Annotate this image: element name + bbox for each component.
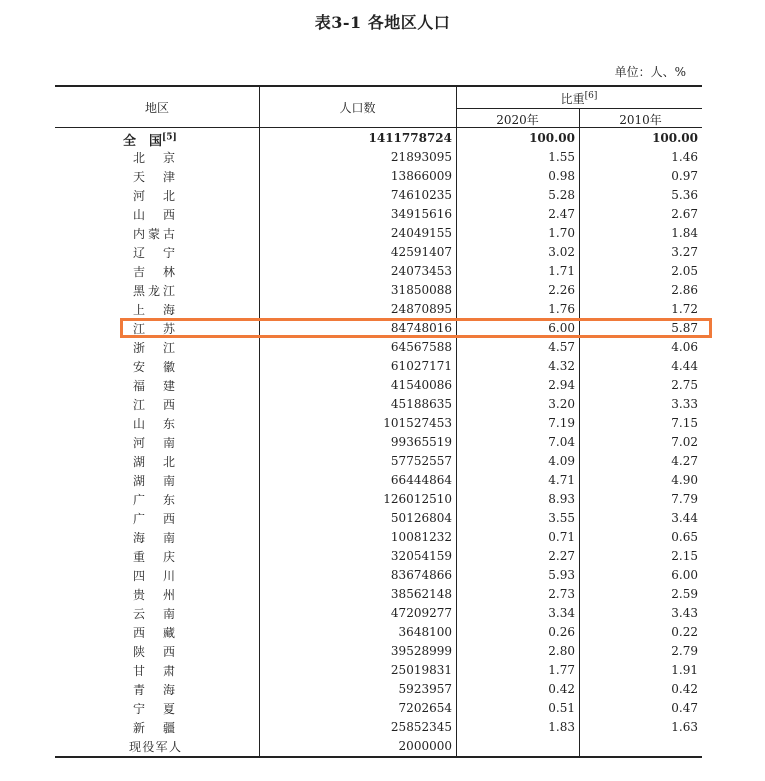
ratio-2010-value: 1.63 (671, 720, 698, 734)
ratio-2020-value: 2.94 (548, 378, 575, 392)
ratio-2020-value: 1.55 (548, 150, 575, 164)
ratio-2020-value: 8.93 (548, 492, 575, 506)
ratio-2010-value: 2.79 (671, 644, 698, 658)
table-row (55, 584, 702, 603)
table-row (55, 717, 702, 736)
ratio-2020-value: 4.71 (548, 473, 575, 487)
table-row (55, 679, 702, 698)
ratio-2020-value: 2.47 (548, 207, 575, 221)
region-name: 河北 (133, 189, 175, 203)
table-row (55, 337, 702, 356)
ratio-2010-value: 1.46 (671, 150, 698, 164)
region-name: 贵州 (133, 588, 175, 602)
region-name: 广西 (133, 512, 175, 526)
ratio-2010-value: 2.75 (671, 378, 698, 392)
population-value: 64567588 (390, 340, 452, 354)
ratio-2010-value: 1.72 (671, 302, 698, 316)
region-name: 湖北 (133, 455, 175, 469)
total-ratio-2020: 100.00 (529, 131, 575, 145)
region-name: 四川 (133, 569, 175, 583)
ratio-2020-value: 4.09 (548, 454, 575, 468)
table-row (55, 242, 702, 261)
population-value: 126012510 (383, 492, 452, 506)
population-value: 31850088 (390, 283, 452, 297)
region-name: 重庆 (133, 550, 175, 564)
population-value: 57752557 (390, 454, 452, 468)
region-name: 天津 (133, 170, 175, 184)
population-value: 61027171 (390, 359, 452, 373)
ratio-2020-value: 4.57 (548, 340, 575, 354)
region-name: 广东 (133, 493, 175, 507)
ratio-2010-value: 0.47 (671, 701, 698, 715)
column-header-2020: 2020年 (496, 113, 539, 127)
table-row (55, 489, 702, 508)
region-rows (55, 147, 702, 755)
table-row (55, 299, 702, 318)
column-header-region: 地区 (144, 101, 169, 115)
ratio-2010-value: 0.65 (671, 530, 698, 544)
population-value: 41540086 (390, 378, 452, 392)
population-value: 74610235 (390, 188, 452, 202)
population-value: 101527453 (383, 416, 452, 430)
population-value: 32054159 (390, 549, 452, 563)
population-value: 10081232 (390, 530, 452, 544)
region-name: 甘肃 (133, 664, 175, 678)
table-bottom-rule (55, 756, 702, 758)
population-value: 24870895 (390, 302, 452, 316)
population-value: 66444864 (390, 473, 452, 487)
ratio-2010-value: 2.05 (671, 264, 698, 278)
table-row (55, 736, 702, 755)
table-row (55, 204, 702, 223)
table-row (55, 356, 702, 375)
region-name: 辽宁 (133, 246, 175, 260)
ratio-2020-value: 7.04 (548, 435, 575, 449)
ratio-2020-value: 0.42 (548, 682, 575, 696)
population-value: 24049155 (390, 226, 452, 240)
region-name: 上海 (133, 303, 175, 317)
table-row (55, 603, 702, 622)
ratio-2020-value: 3.34 (548, 606, 575, 620)
ratio-2020-value: 2.73 (548, 587, 575, 601)
ratio-2010-value: 4.90 (671, 473, 698, 487)
region-name: 湖南 (133, 474, 175, 488)
table-row (55, 698, 702, 717)
table-row (55, 508, 702, 527)
population-value: 3648100 (398, 625, 452, 639)
population-value: 84748016 (390, 321, 452, 335)
table-row (55, 223, 702, 242)
ratio-2020-value: 0.98 (548, 169, 575, 183)
region-name: 内蒙古 (133, 227, 175, 241)
ratio-2010-value: 0.97 (671, 169, 698, 183)
ratio-2010-value: 0.22 (671, 625, 698, 639)
table-row (55, 527, 702, 546)
region-name: 云南 (133, 607, 175, 621)
ratio-2010-value: 7.15 (671, 416, 698, 430)
population-value: 50126804 (390, 511, 452, 525)
table-row (55, 280, 702, 299)
ratio-2010-value: 3.27 (671, 245, 698, 259)
ratio-2010-value: 3.43 (671, 606, 698, 620)
table-row (55, 641, 702, 660)
table-row (55, 185, 702, 204)
ratio-2010-value: 4.44 (671, 359, 698, 373)
ratio-2020-value: 0.71 (548, 530, 575, 544)
region-name: 河南 (133, 436, 175, 450)
population-value: 38562148 (390, 587, 452, 601)
table-top-rule (55, 85, 702, 87)
population-value: 5923957 (398, 682, 452, 696)
ratio-2020-value: 1.70 (548, 226, 575, 240)
column-header-population: 人口数 (339, 101, 376, 115)
ratio-2020-value: 4.32 (548, 359, 575, 373)
table-body (55, 128, 702, 755)
population-value: 25852345 (390, 720, 452, 734)
ratio-2020-value: 0.26 (548, 625, 575, 639)
table-row (55, 432, 702, 451)
population-value: 47209277 (390, 606, 452, 620)
population-value: 7202654 (398, 701, 452, 715)
ratio-2020-value: 5.28 (548, 188, 575, 202)
ratio-2010-value: 2.15 (671, 549, 698, 563)
region-name: 新疆 (133, 721, 175, 735)
total-ratio-2010: 100.00 (652, 131, 698, 145)
region-name: 现役军人 (129, 740, 181, 754)
region-name: 西藏 (133, 626, 175, 640)
table-row (55, 546, 702, 565)
ratio-2010-value: 5.36 (671, 188, 698, 202)
total-row (55, 128, 702, 147)
region-name: 黑龙江 (133, 284, 175, 298)
ratio-2010-value: 0.42 (671, 682, 698, 696)
ratio-2010-value: 1.91 (671, 663, 698, 677)
table-row (55, 660, 702, 679)
ratio-2020-value: 7.19 (548, 416, 575, 430)
population-value: 13866009 (390, 169, 452, 183)
ratio-2020-value: 1.71 (548, 264, 575, 278)
ratio-2020-value: 3.20 (548, 397, 575, 411)
table-row (55, 565, 702, 584)
ratio-2020-value: 5.93 (548, 568, 575, 582)
population-value: 99365519 (390, 435, 452, 449)
population-value: 2000000 (398, 739, 452, 753)
total-label: 全 国 (123, 134, 163, 149)
population-value: 39528999 (390, 644, 452, 658)
highlight-box (120, 318, 712, 338)
region-name: 宁夏 (133, 702, 175, 716)
population-value: 83674866 (390, 568, 452, 582)
region-name: 山西 (133, 208, 175, 222)
region-name: 福建 (133, 379, 175, 393)
ratio-2010-value: 2.59 (671, 587, 698, 601)
population-value: 21893095 (390, 150, 452, 164)
table-row (55, 622, 702, 641)
column-header-ratio (456, 90, 702, 107)
population-value: 24073453 (390, 264, 452, 278)
region-name: 安徽 (133, 360, 175, 374)
region-name: 海南 (133, 531, 175, 545)
ratio-2020-value: 1.83 (548, 720, 575, 734)
region-name: 青海 (133, 683, 175, 697)
ratio-2010-value: 3.44 (671, 511, 698, 525)
region-name: 山东 (133, 417, 175, 431)
table-row (55, 261, 702, 280)
ratio-2020-value: 3.02 (548, 245, 575, 259)
region-name: 浙江 (133, 341, 175, 355)
population-value: 25019831 (390, 663, 452, 677)
ratio-2020-value: 1.76 (548, 302, 575, 316)
ratio-2020-value: 3.55 (548, 511, 575, 525)
table-row (55, 394, 702, 413)
ratio-2020-value: 2.26 (548, 283, 575, 297)
ratio-2020-value: 1.77 (548, 663, 575, 677)
ratio-2010-value: 2.67 (671, 207, 698, 221)
ratio-2020-value: 6.00 (548, 321, 575, 335)
table-row (55, 451, 702, 470)
population-value: 42591407 (390, 245, 452, 259)
ratio-2010-value: 4.06 (671, 340, 698, 354)
table-row (55, 147, 702, 166)
ratio-2020-value: 2.80 (548, 644, 575, 658)
table-row (55, 375, 702, 394)
page-title: 表3-1 各地区人口 (314, 13, 451, 32)
region-name: 江西 (133, 398, 175, 412)
ratio-2010-value: 7.79 (671, 492, 698, 506)
ratio-label: 比重 (560, 92, 585, 106)
region-name: 吉林 (133, 265, 175, 279)
ratio-footnote: [6] (584, 91, 598, 101)
ratio-2010-value: 1.84 (671, 226, 698, 240)
ratio-2010-value: 2.86 (671, 283, 698, 297)
ratio-2010-value: 7.02 (671, 435, 698, 449)
ratio-2010-value: 5.87 (671, 321, 698, 335)
ratio-2020-value: 0.51 (548, 701, 575, 715)
ratio-2010-value: 3.33 (671, 397, 698, 411)
region-name: 北京 (133, 151, 175, 165)
ratio-2010-value: 6.00 (671, 568, 698, 582)
unit-label: 单位：人、% (614, 65, 686, 79)
table-row (55, 166, 702, 185)
table-row (55, 470, 702, 489)
ratio-2020-value: 2.27 (548, 549, 575, 563)
population-value: 34915616 (390, 207, 452, 221)
population-value: 45188635 (390, 397, 452, 411)
ratio-2010-value: 4.27 (671, 454, 698, 468)
total-footnote: [5] (162, 132, 177, 143)
total-population: 1411778724 (368, 131, 452, 145)
region-name: 江苏 (133, 322, 175, 336)
column-header-2010: 2010年 (619, 113, 662, 127)
table-row (55, 413, 702, 432)
region-name: 陕西 (133, 645, 175, 659)
